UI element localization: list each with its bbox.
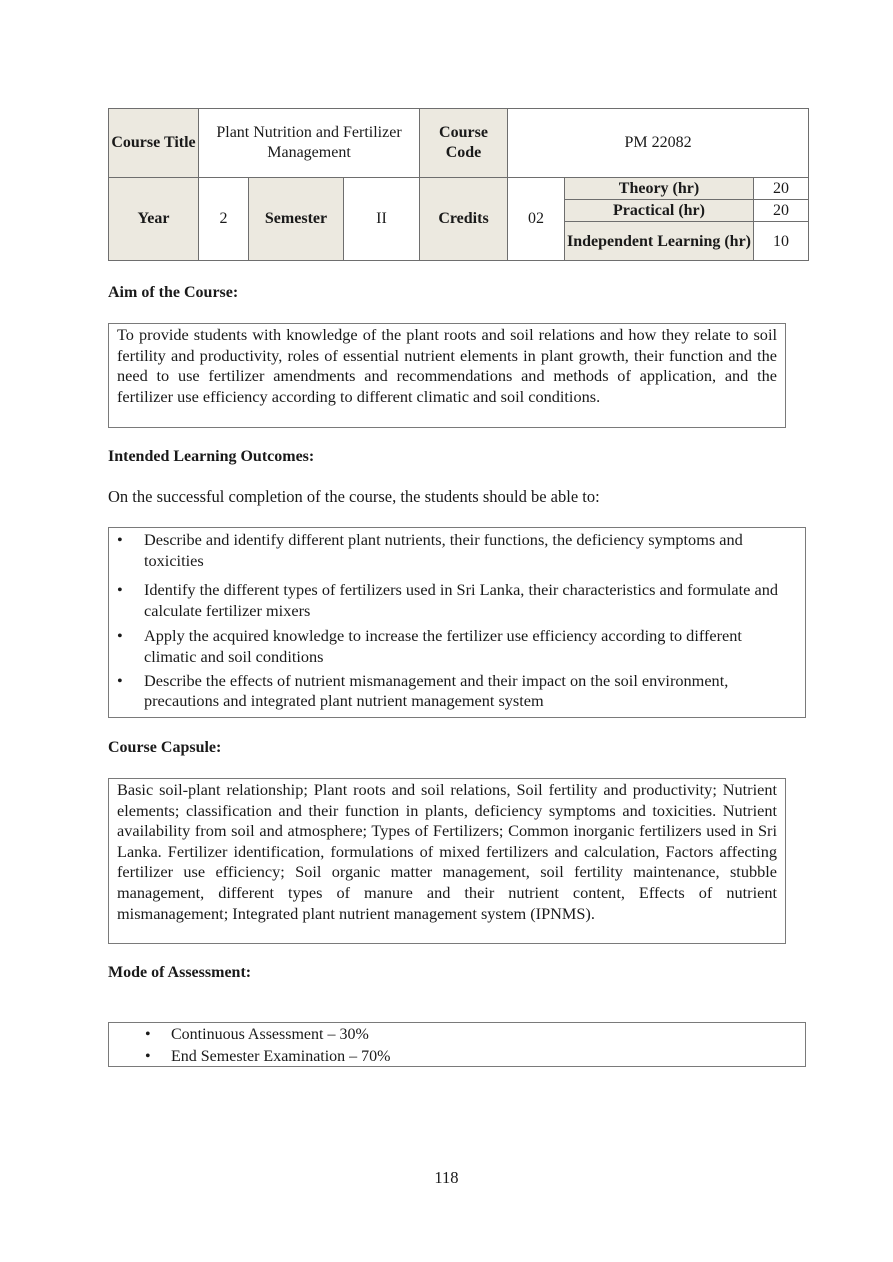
semester-value: II — [344, 178, 420, 261]
year-label: Year — [109, 178, 199, 261]
bullet-icon: • — [117, 580, 123, 600]
bullet-icon: • — [145, 1026, 151, 1043]
theory-hours-value: 20 — [754, 178, 809, 200]
ilo-item-text: Describe and identify different plant nutrients, their functions, the deficiency symptoms and toxicities — [144, 530, 743, 570]
assessment-list — [109, 1024, 805, 1067]
credits-value: 02 — [508, 178, 565, 261]
course-info-table — [108, 108, 809, 261]
aim-text: To provide students with knowledge of the plant roots and soil relations and how they relate to soil fertility and productivity, roles of essential nutrient elements in plant growth, their function and the need to use fertilizer amendments and recommendations and methods of application, and the fertilizer use efficiency according to different climatic and soil conditions. — [108, 323, 786, 428]
ilo-item-text: Describe the effects of nutrient mismanagement and their impact on the soil environment, precautions and integrated plant nutrient management system — [144, 670, 729, 711]
bullet-icon: • — [117, 530, 123, 549]
independent-learning-hours-value: 10 — [754, 222, 809, 261]
list-item — [109, 530, 805, 571]
course-code-label: Course Code — [420, 109, 508, 178]
ilo-item-text: Apply the acquired knowledge to increase the fertilizer use efficiency according to different climatic and soil conditions — [144, 626, 742, 666]
assessment-list-box — [108, 1022, 806, 1067]
assessment-heading: Mode of Assessment: — [108, 964, 252, 981]
ilo-item-text: Identify the different types of fertilizers used in Sri Lanka, their characteristics and formulate and calculate fertilizer mixers — [144, 580, 778, 620]
capsule-text: Basic soil-plant relationship; Plant roots and soil relations, Soil fertility and productivity; Nutrient elements; classification and their function in plants, deficiency symptoms and toxicities. Nutrient availability from soil and atmosphere; Types of Fertilizers; Common inorganic fertilizers used in Sri Lanka. Fertilizer identification, formulations of mixed fertilizers and calculation, Factors affecting fertilizer use efficiency; Soil organic matter management, soil fertility maintenance, stubble management, different types of manure and their nutrient content, Effects of nutrient mismanagement; Integrated plant nutrient management system (IPNMS). — [108, 778, 786, 944]
course-title-value: Plant Nutrition and Fertilizer Management — [199, 109, 420, 178]
page-number: 118 — [434, 1168, 459, 1187]
assessment-item-text: End Semester Examination – 70% — [171, 1047, 391, 1065]
bullet-icon: • — [117, 626, 123, 646]
credits-label: Credits — [420, 178, 508, 261]
year-value: 2 — [199, 178, 249, 261]
theory-hours-label: Theory (hr) — [565, 178, 754, 200]
ilo-heading: Intended Learning Outcomes: — [108, 448, 315, 465]
bullet-icon: • — [145, 1047, 151, 1065]
course-title-label: Course Title — [109, 109, 199, 178]
course-code-value: PM 22082 — [508, 109, 809, 178]
capsule-heading: Course Capsule: — [108, 739, 222, 756]
list-item — [109, 626, 805, 667]
independent-learning-hours-label: Independent Learning (hr) — [565, 222, 754, 261]
ilo-intro: On the successful completion of the course, the students should be able to: — [108, 487, 600, 506]
list-item — [109, 1024, 805, 1046]
list-item — [109, 671, 805, 712]
practical-hours-label: Practical (hr) — [565, 200, 754, 222]
ilo-list-box — [108, 527, 806, 718]
aim-heading: Aim of the Course: — [108, 284, 239, 301]
bullet-icon: • — [117, 670, 123, 690]
assessment-item-text: Continuous Assessment – 30% — [171, 1026, 369, 1043]
ilo-list — [109, 530, 805, 712]
list-item — [109, 1046, 805, 1068]
semester-label: Semester — [249, 178, 344, 261]
list-item — [109, 580, 805, 621]
practical-hours-value: 20 — [754, 200, 809, 222]
